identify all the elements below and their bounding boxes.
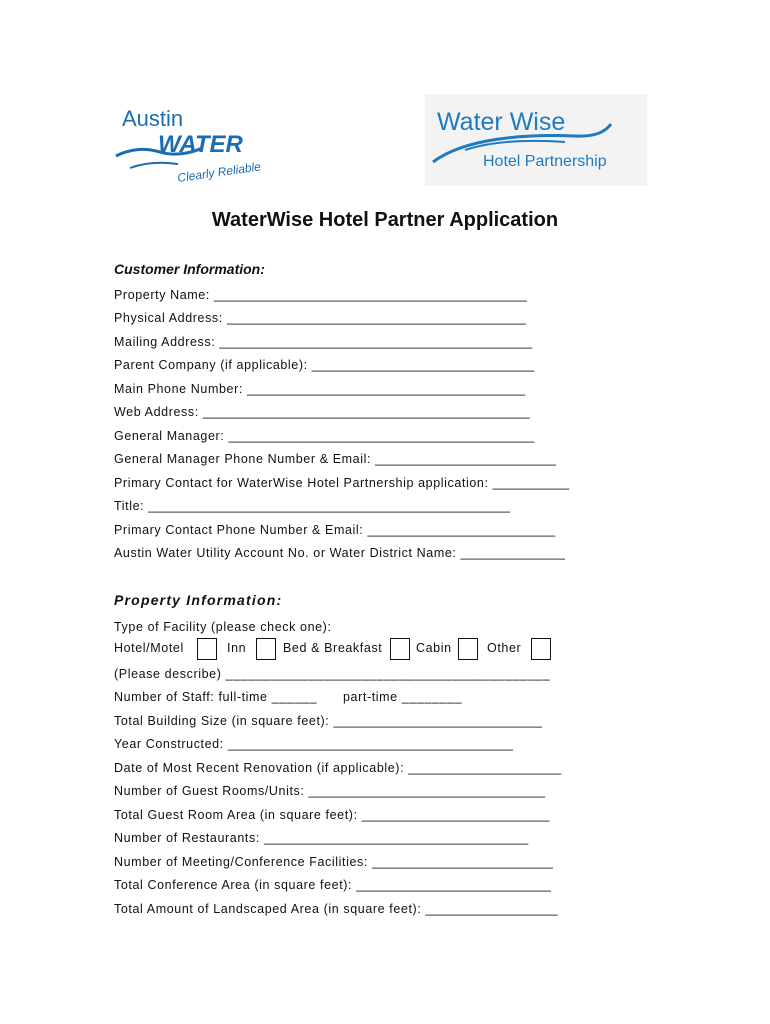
option-label-other: Other — [487, 641, 522, 655]
austin-logo-tagline: Clearly Reliable — [176, 159, 262, 185]
checkbox-bed-breakfast[interactable] — [390, 638, 410, 660]
facility-type-prompt: Type of Facility (please check one): — [114, 620, 332, 634]
checkbox-cabin[interactable] — [458, 638, 478, 660]
property-info-heading: Property Information: — [114, 592, 283, 608]
checkbox-inn[interactable] — [256, 638, 276, 660]
field-parent-company[interactable]: Parent Company (if applicable): ________________________________ — [114, 358, 535, 372]
water-wise-logo — [425, 94, 647, 186]
field-landscaped-area[interactable]: Total Amount of Landscaped Area (in square feet): ___________________ — [114, 902, 558, 916]
field-title[interactable]: Title: ____________________________________________________ — [114, 499, 510, 513]
austin-logo-line1: Austin — [122, 106, 184, 131]
option-label-hotel-motel: Hotel/Motel — [114, 641, 184, 655]
field-please-describe[interactable]: (Please describe) ___________________________________________ — [114, 667, 551, 681]
austin-logo-line2: WATER — [158, 131, 243, 158]
field-guest-rooms[interactable]: Number of Guest Rooms/Units: __________________________________ — [114, 784, 545, 798]
option-label-inn: Inn — [227, 641, 247, 655]
field-meeting-facilities[interactable]: Number of Meeting/Conference Facilities: __________________________ — [114, 855, 553, 869]
field-gm-phone-email[interactable]: General Manager Phone Number & Email: __________________________ — [114, 452, 556, 466]
austin-water-logo — [112, 104, 272, 188]
field-year-constructed[interactable]: Year Constructed: _________________________________________ — [114, 737, 513, 751]
facility-type-options — [0, 638, 770, 664]
field-guest-room-area[interactable]: Total Guest Room Area (in square feet): ___________________________ — [114, 808, 550, 822]
checkbox-other[interactable] — [531, 638, 551, 660]
field-conference-area[interactable]: Total Conference Area (in square feet): ____________________________ — [114, 878, 551, 892]
field-restaurants[interactable]: Number of Restaurants: ______________________________________ — [114, 831, 529, 845]
option-label-bed-breakfast: Bed & Breakfast — [283, 641, 383, 655]
customer-info-heading: Customer Information: — [114, 261, 265, 277]
field-primary-contact[interactable]: Primary Contact for WaterWise Hotel Partnership application: ___________ — [114, 476, 570, 490]
water-wise-logo-line2: Hotel Partnership — [483, 153, 607, 170]
field-general-manager[interactable]: General Manager: ____________________________________________ — [114, 429, 535, 443]
option-label-cabin: Cabin — [416, 641, 452, 655]
field-renovation-date[interactable]: Date of Most Recent Renovation (if applicable): ______________________ — [114, 761, 562, 775]
field-property-name[interactable]: Property Name: _____________________________________________ — [114, 288, 527, 302]
field-primary-contact-phone-email[interactable]: Primary Contact Phone Number & Email: ___________________________ — [114, 523, 556, 537]
staff-part-time[interactable]: part-time ________ — [343, 690, 463, 704]
field-mailing-address[interactable]: Mailing Address: _____________________________________________ — [114, 335, 533, 349]
field-staff[interactable] — [114, 688, 614, 706]
water-wise-logo-line1: Water Wise — [437, 108, 566, 136]
form-title: WaterWise Hotel Partner Application — [211, 209, 559, 231]
staff-full-time[interactable]: Number of Staff: full-time ______ — [114, 690, 317, 704]
field-building-size[interactable]: Total Building Size (in square feet): ______________________________ — [114, 714, 542, 728]
field-main-phone[interactable]: Main Phone Number: ________________________________________ — [114, 382, 526, 396]
checkbox-hotel-motel[interactable] — [197, 638, 217, 660]
field-account-number[interactable]: Austin Water Utility Account No. or Water District Name: _______________ — [114, 546, 565, 560]
field-physical-address[interactable]: Physical Address: ___________________________________________ — [114, 311, 526, 325]
field-web-address[interactable]: Web Address: _______________________________________________ — [114, 405, 530, 419]
